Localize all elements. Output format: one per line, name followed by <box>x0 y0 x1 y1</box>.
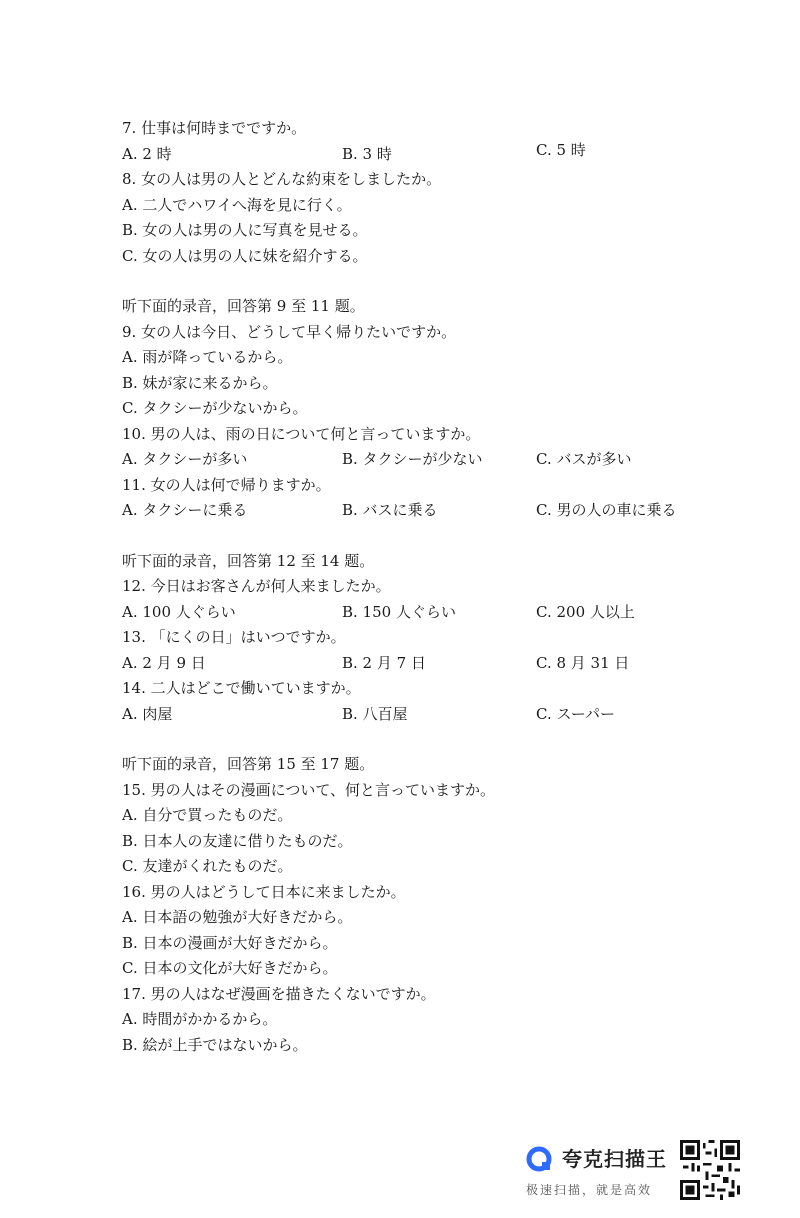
option-c: C. タクシーが少ないから。 <box>122 399 308 417</box>
question-7-options <box>122 142 742 168</box>
option-c: C. 5 時 <box>536 140 586 159</box>
question-10: 10. 男の人は、雨の日について何と言っていますか。 <box>122 424 481 443</box>
question-15: 15. 男の人はその漫画について、何と言っていますか。 <box>122 780 496 799</box>
question-16: 16. 男の人はどうして日本に来ましたか。 <box>122 882 406 901</box>
option-c: C. 200 人以上 <box>536 602 635 621</box>
section-heading: 听下面的录音，回答第 15 至 17 题。 <box>122 755 375 773</box>
option-c: C. スーパー <box>536 704 615 723</box>
watermark-tagline: 极速扫描，就是高效 <box>526 1183 653 1197</box>
watermark-app-name: 夸克扫描王 <box>562 1147 667 1171</box>
option-c: C. 日本の文化が大好きだから。 <box>122 959 338 977</box>
section-heading: 听下面的录音，回答第 9 至 11 题。 <box>122 297 365 315</box>
option-a: A. タクシーに乗る <box>122 501 248 519</box>
question-10-options <box>122 447 742 473</box>
option-a: A. 時間がかかるから。 <box>122 1010 278 1028</box>
option-b: B. 妹が家に来るから。 <box>122 373 278 392</box>
option-b: B. 八百屋 <box>342 704 408 723</box>
option-b: B. 日本人の友達に借りたものだ。 <box>122 831 353 850</box>
question-14-options <box>122 702 742 728</box>
question-list <box>122 116 742 1058</box>
option-c: C. 友達がくれたものだ。 <box>122 857 293 875</box>
question-9: 9. 女の人は今日、どうして早く帰りたいですか。 <box>122 322 457 341</box>
qr-code-icon <box>680 1140 740 1200</box>
option-b: B. 3 時 <box>342 144 392 163</box>
question-12: 12. 今日はお客さんが何人来ましたか。 <box>122 577 391 595</box>
option-a: A. 2 時 <box>122 144 172 163</box>
option-c: C. 女の人は男の人に妹を紹介する。 <box>122 246 368 265</box>
option-b: B. 150 人ぐらい <box>342 602 456 621</box>
option-c: C. バスが多い <box>536 450 632 468</box>
question-7: 7. 仕事は何時までですか。 <box>122 119 307 137</box>
option-a: A. 二人でハワイへ海を見に行く。 <box>122 195 352 214</box>
option-a: A. 100 人ぐらい <box>122 602 236 621</box>
option-b: B. 日本の漫画が大好きだから。 <box>122 933 338 952</box>
option-a: A. 雨が降っているから。 <box>122 348 293 366</box>
quark-logo-icon <box>526 1146 552 1172</box>
option-c: C. 男の人の車に乗る <box>536 501 677 519</box>
question-8: 8. 女の人は男の人とどんな約束をしましたか。 <box>122 170 442 188</box>
option-c: C. 8 月 31 日 <box>536 653 630 672</box>
option-b: B. バスに乗る <box>342 501 438 519</box>
option-a: A. 自分で買ったものだ。 <box>122 806 293 824</box>
option-b: B. タクシーが少ない <box>342 450 483 468</box>
option-a: A. タクシーが多い <box>122 450 248 468</box>
question-11: 11. 女の人は何で帰りますか。 <box>122 475 331 494</box>
section-heading: 听下面的录音，回答第 12 至 14 题。 <box>122 551 375 570</box>
option-b: B. 女の人は男の人に写真を見せる。 <box>122 221 368 239</box>
option-b: B. 絵が上手ではないから。 <box>122 1035 308 1054</box>
option-a: A. 2 月 9 日 <box>122 653 206 672</box>
question-17: 17. 男の人はなぜ漫画を描きたくないですか。 <box>122 984 436 1003</box>
question-12-options <box>122 600 742 626</box>
question-11-options <box>122 498 742 524</box>
option-b: B. 2 月 7 日 <box>342 653 426 672</box>
option-a: A. 日本語の勉強が大好きだから。 <box>122 908 353 926</box>
question-13-options <box>122 651 742 677</box>
option-a: A. 肉屋 <box>122 704 173 723</box>
question-14: 14. 二人はどこで働いていますか。 <box>122 679 361 697</box>
question-13: 13. 「にくの日」はいつですか。 <box>122 628 346 646</box>
